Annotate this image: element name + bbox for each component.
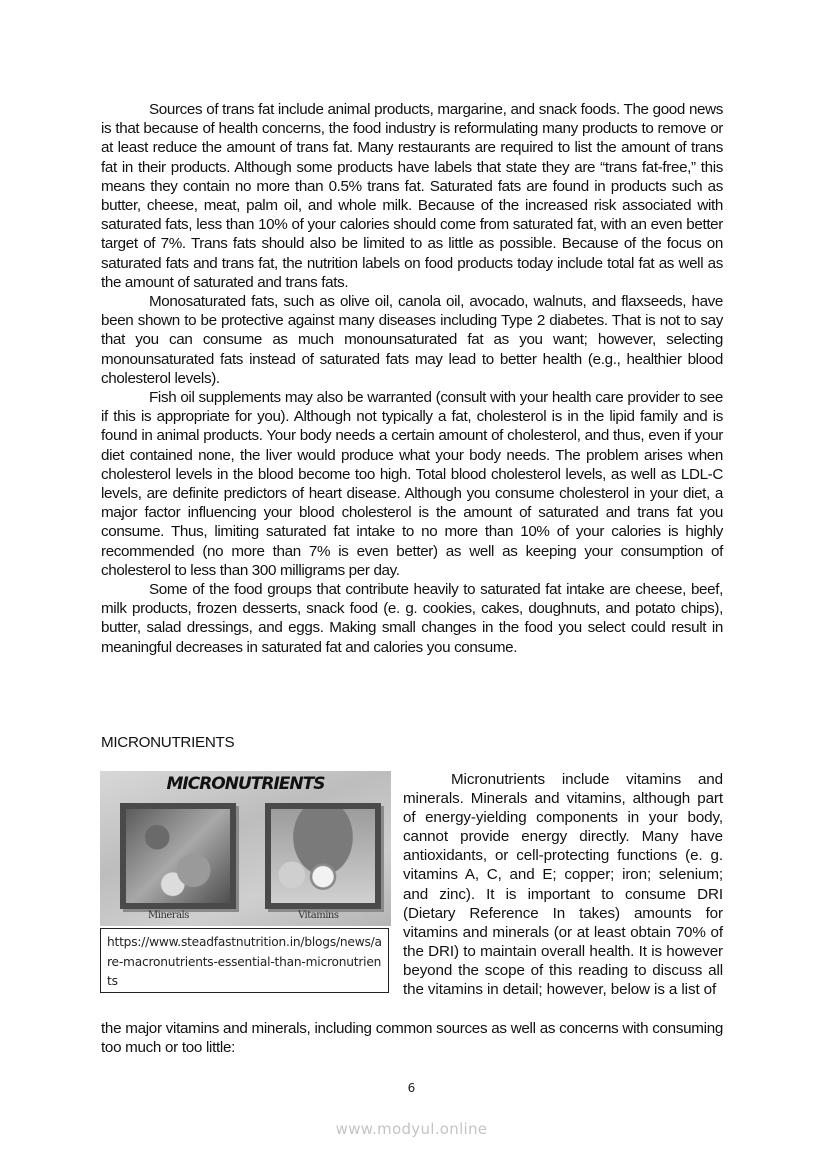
micronutrients-image: [100, 771, 391, 926]
figure-title: MICRONUTRIENTS: [166, 774, 325, 794]
paragraph-micronutrients: Micronutrients include vitamins and minerals. Minerals and vitamins, although part of energy-yielding components in your body, cannot provide energy directly. Many have antioxidants, or cell-protecting functions (e. g. vitamins A, C, and E; copper; iron; selenium; and zinc). It is important to consume DRI (Dietary Reference In takes) amounts for vitamins and minerals (or at least obtain 70% of the DRI) to maintain overall health. It is however beyond the scope of this reading to discuss all the vitamins in detail; however, below is a list of: [403, 771, 723, 999]
paragraph-continuation: the major vitamins and minerals, including common sources as well as concerns with consuming too much or too little:: [101, 1020, 723, 1057]
vitamins-photo: [265, 803, 381, 909]
micronutrients-text: [403, 770, 723, 999]
vitamins-label: Vitamins: [298, 910, 339, 921]
micronutrients-figure: [100, 771, 391, 996]
body-text: [101, 100, 723, 657]
paragraph-monosaturated-fats: Monosaturated fats, such as olive oil, canola oil, avocado, walnuts, and flaxseeds, have been shown to be protective against many diseases including Type 2 diabetes. That is not to say that you can consume as much monounsaturated fat as you want; however, selecting monounsaturated fats instead of saturated fats may lead to better health (e.g., healthier blood cholesterol levels).: [101, 293, 723, 387]
paragraph-food-groups: Some of the food groups that contribute heavily to saturated fat intake are cheese, beef, milk products, frozen desserts, snack food (e. g. cookies, cakes, doughnuts, and potato chips), butter, salad dressings, and eggs. Making small changes in the food you select could result in meaningful decreases in saturated fat and calories you consume.: [101, 581, 723, 656]
paragraph-trans-fat: Sources of trans fat include animal products, margarine, and snack foods. The good news is that because of health concerns, the food industry is reformulating many products to remove or at least reduce the amount of trans fat. Many restaurants are required to list the amount of trans fat in their products. Although some products have labels that state they are “trans fat-free,” this means they contain no more than 0.5% trans fat. Saturated fats are found in products such as butter, cheese, meat, palm oil, and whole milk. Because of the increased risk associated with saturated fats, less than 10% of your calories should come from saturated fat, with an even better target of 7%. Trans fats should also be limited to as little as possible. Because of the focus on saturated fats and trans fat, the nutrition labels on food products today include total fat as well as the amount of saturated and trans fats.: [101, 101, 723, 291]
figure-caption-url[interactable]: https://www.steadfastnutrition.in/blogs/news/are-macronutrients-essential-than-micronutrients: [100, 928, 389, 993]
minerals-label: Minerals: [148, 910, 189, 921]
minerals-photo: [120, 803, 236, 909]
section-heading-micronutrients: MICRONUTRIENTS: [101, 734, 235, 751]
page-number: 6: [407, 1081, 416, 1095]
watermark: www.modyul.online: [335, 1120, 488, 1138]
paragraph-fish-oil-cholesterol: Fish oil supplements may also be warranted (consult with your health care provider to see if this is appropriate for you). Although not typically a fat, cholesterol is in the lipid family and is found in animal products. Your body needs a certain amount of cholesterol, and thus, even if your diet contained none, the liver would produce what your body needs. The problem arises when cholesterol levels in the blood become too high. Total blood cholesterol levels, as well as LDL-C levels, are definite predictors of heart disease. Although you consume cholesterol in your diet, a major factor influencing your blood cholesterol is the amount of saturated and trans fat you consume. Thus, limiting saturated fat intake to no more than 10% of your calories is highly recommended (no more than 7% is even better) as well as keeping your consumption of cholesterol to less than 300 milligrams per day.: [101, 389, 723, 579]
